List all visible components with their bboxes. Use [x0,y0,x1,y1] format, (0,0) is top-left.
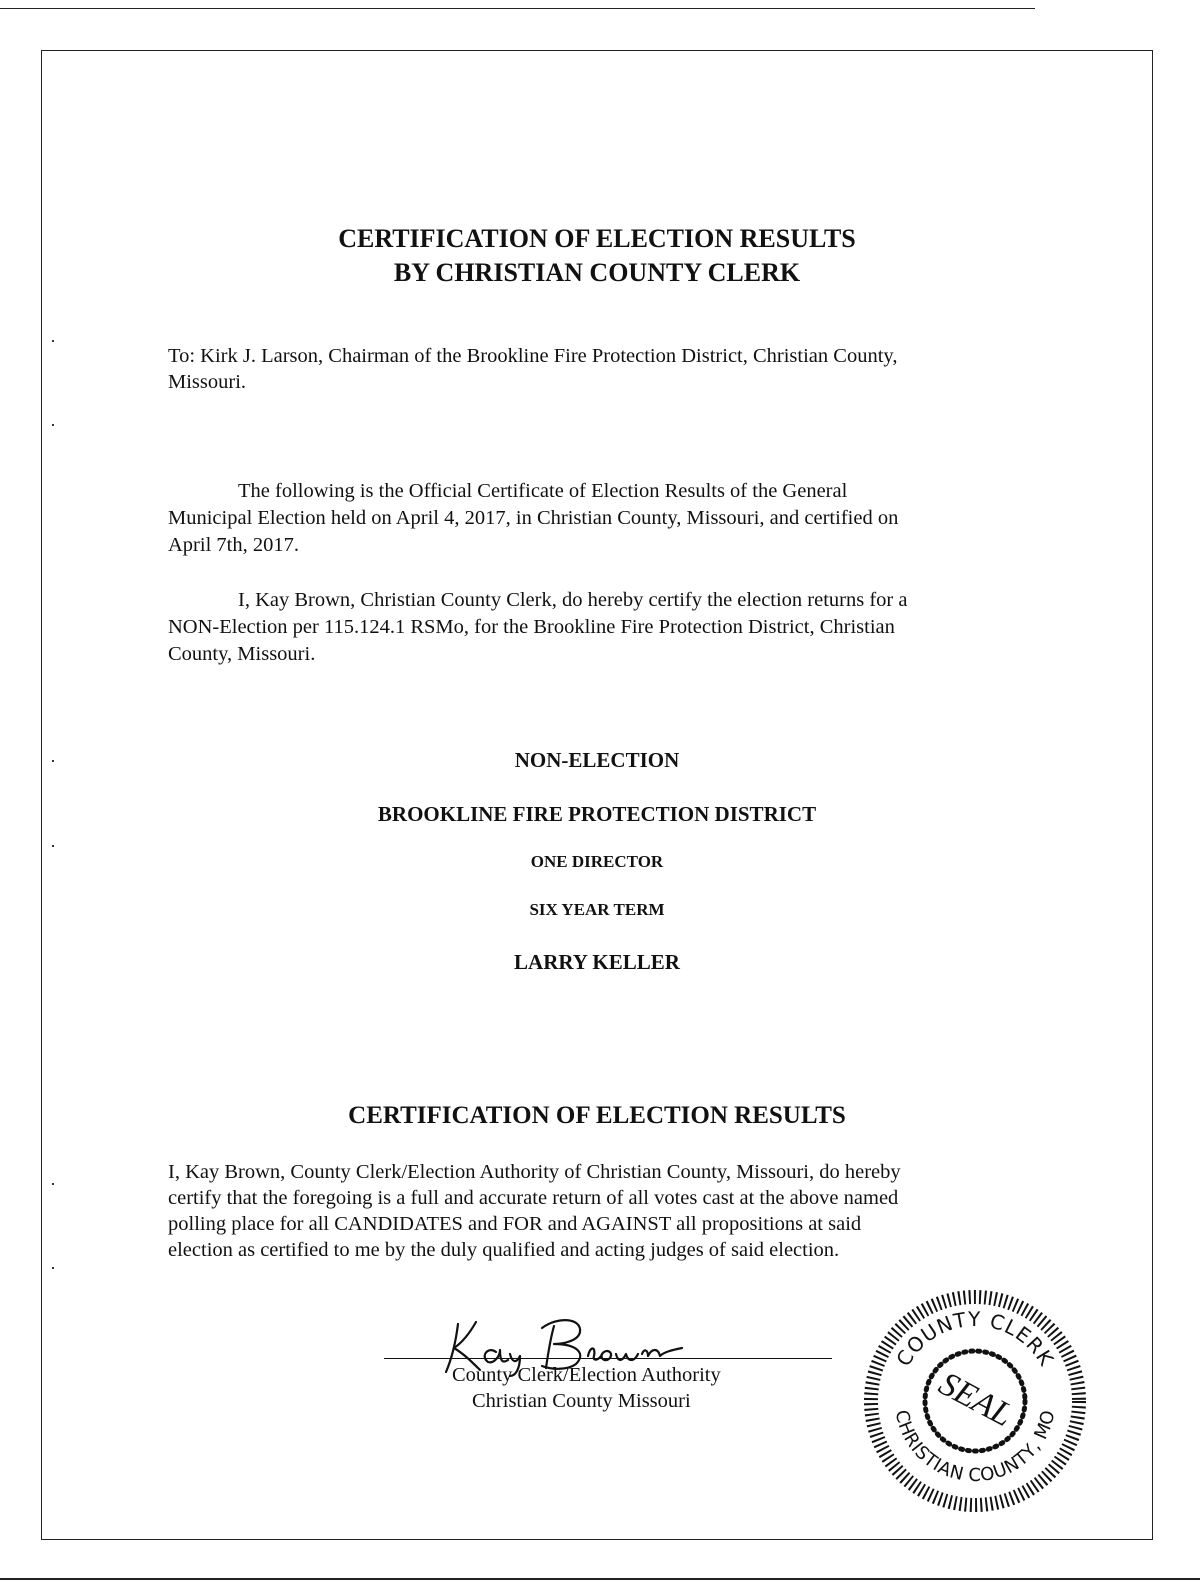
signer-title-line1: County Clerk/Election Authority [452,1364,721,1386]
results-heading: NON-ELECTION [514,748,680,772]
signer-title-line2: Christian County Missouri [472,1390,691,1412]
district-name: BROOKLINE FIRE PROTECTION DISTRICT [377,802,817,826]
certify-line1: I, Kay Brown, Christian County Clerk, do hereby certify the election returns for a [238,589,908,611]
document-title-line2: BY CHRISTIAN COUNTY CLERK [393,258,801,287]
term-length: SIX YEAR TERM [529,900,665,919]
intro-line1: The following is the Official Certificate of Election Results of the General [238,480,848,502]
signature-line [384,1358,832,1359]
certification-line1: I, Kay Brown, County Clerk/Election Authority of Christian County, Missouri, do hereby [168,1161,901,1183]
scan-dot [52,845,54,847]
intro-line3: April 7th, 2017. [168,534,299,556]
scan-dot [52,340,54,342]
address-line2: Missouri. [168,371,247,393]
document-title-line1: CERTIFICATION OF ELECTION RESULTS [338,224,856,253]
certification-heading: CERTIFICATION OF ELECTION RESULTS [348,1102,846,1129]
seal-bottom-text: CHRISTIAN COUNTY, MO [890,1408,1060,1487]
certify-line2: NON-Election per 115.124.1 RSMo, for the Brookline Fire Protection District, Christian [168,616,895,638]
scan-dot [52,1267,54,1269]
certify-line3: County, Missouri. [168,643,316,665]
seal-top-text: COUNTY CLERK [891,1306,1059,1371]
address-line1: To: Kirk J. Larson, Chairman of the Brookline Fire Protection District, Christian County, [168,345,898,367]
county-clerk-seal [862,1288,1088,1514]
certification-line3: polling place for all CANDIDATES and FOR and AGAINST all propositions at said [168,1213,862,1235]
certification-line4: election as certified to me by the duly qualified and acting judges of said election. [168,1239,840,1261]
candidate-name: LARRY KELLER [514,950,680,974]
office-title: ONE DIRECTOR [530,852,664,871]
bottom-scan-rule [0,1578,1200,1580]
scan-dot [52,1183,54,1185]
certification-line2: certify that the foregoing is a full and accurate return of all votes cast at the above named [168,1187,899,1209]
seal-center-text: SEAL [932,1365,1019,1435]
top-scan-rule [0,8,1035,9]
intro-line2: Municipal Election held on April 4, 2017, in Christian County, Missouri, and certified on [168,507,899,529]
scan-dot [52,424,54,426]
